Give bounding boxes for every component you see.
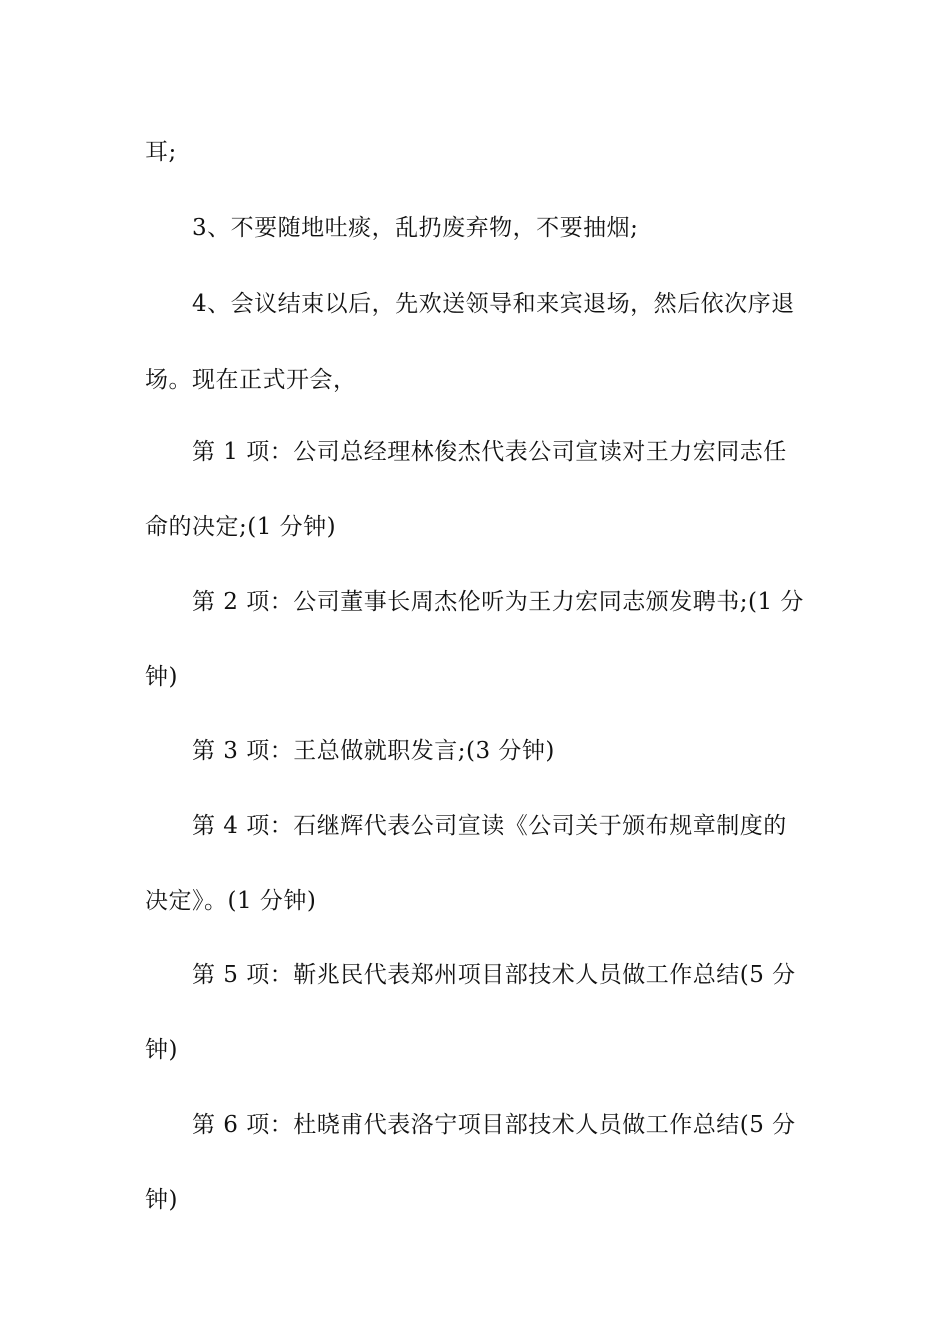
text-line: 第 1 项：公司总经理林俊杰代表公司宣读对王力宏同志任 bbox=[192, 439, 787, 465]
text-line: 第 6 项：杜晓甫代表洛宁项目部技术人员做工作总结(5 分 bbox=[192, 1112, 796, 1138]
text-line: 耳; bbox=[145, 139, 177, 165]
text-line: 第 4 项：石继辉代表公司宣读《公司关于颁布规章制度的 bbox=[192, 813, 787, 839]
text-line: 第 3 项：王总做就职发言;(3 分钟) bbox=[192, 738, 555, 764]
text-line: 3、不要随地吐痰，乱扔废弃物，不要抽烟; bbox=[192, 215, 639, 241]
text-line: 决定》。(1 分钟) bbox=[145, 888, 317, 914]
text-line: 钟) bbox=[145, 1187, 178, 1213]
text-line: 4、会议结束以后，先欢送领导和来宾退场，然后依次序退 bbox=[192, 291, 795, 317]
text-line: 第 5 项：靳兆民代表郑州项目部技术人员做工作总结(5 分 bbox=[192, 962, 796, 988]
text-line: 第 2 项：公司董事长周杰伦听为王力宏同志颁发聘书;(1 分 bbox=[192, 589, 804, 615]
text-line: 场。现在正式开会， bbox=[145, 367, 357, 393]
text-line: 钟) bbox=[145, 664, 178, 690]
text-line: 钟) bbox=[145, 1037, 178, 1063]
text-line: 命的决定;(1 分钟) bbox=[145, 514, 337, 540]
